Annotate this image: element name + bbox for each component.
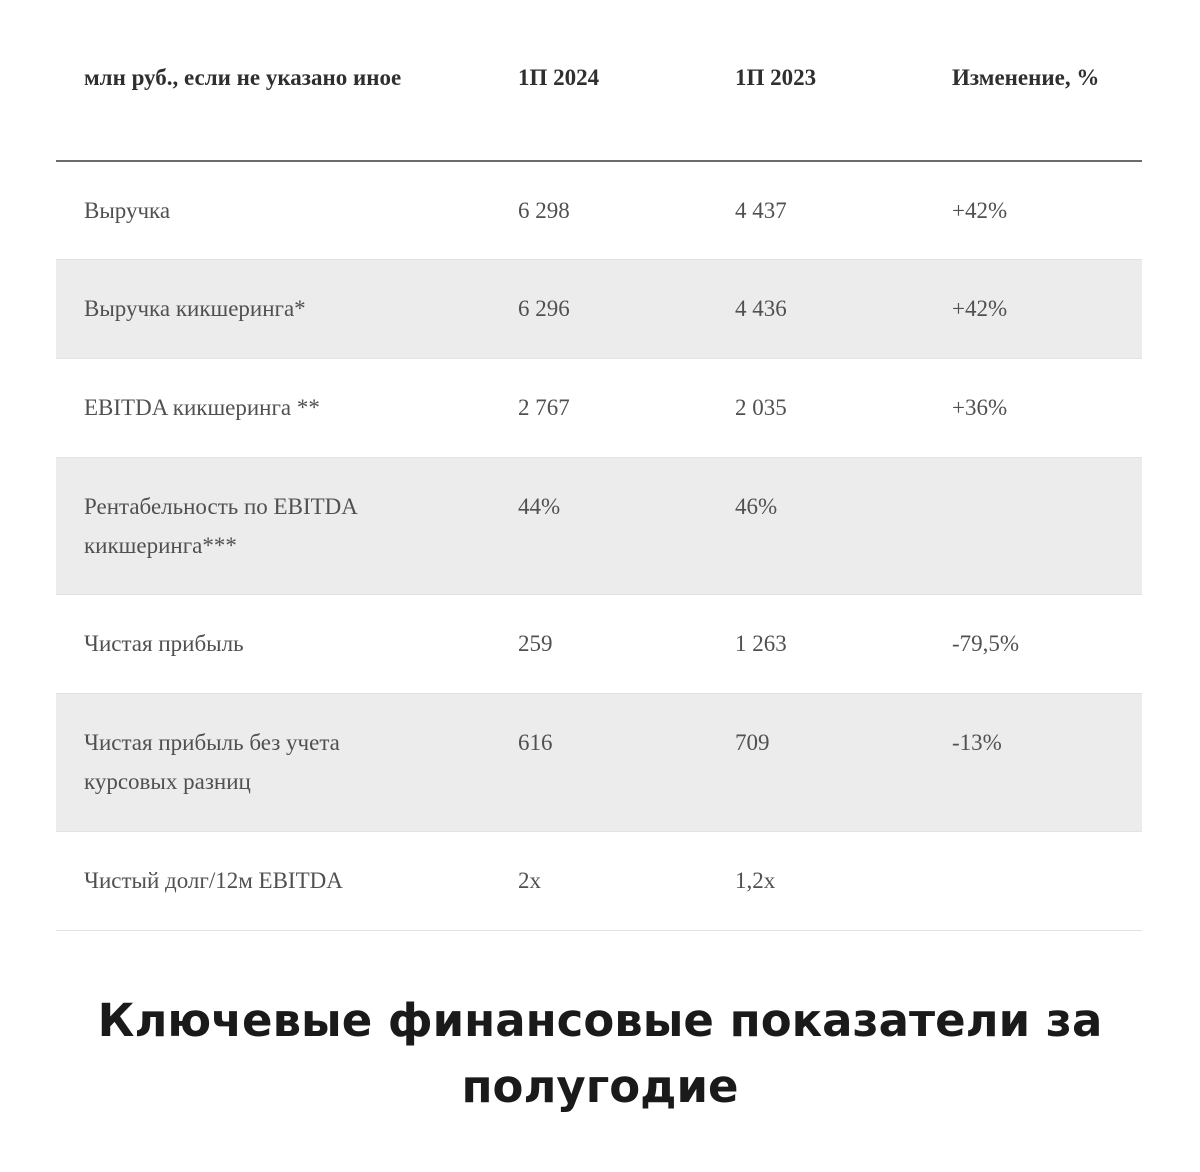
row-label: Выручка кикшеринга* <box>84 296 306 321</box>
table-header-row <box>56 44 1142 162</box>
row-change: +42% <box>952 198 1008 223</box>
header-cell-1h2023: 1П 2023 <box>735 65 817 90</box>
table-row <box>56 595 1142 694</box>
row-value-2023: 1 263 <box>735 631 787 656</box>
row-label: EBITDA кикшеринга ** <box>84 395 320 420</box>
row-label: Чистая прибыль <box>84 631 244 656</box>
row-change <box>952 458 1142 594</box>
row-value-2023: 2 035 <box>735 395 787 420</box>
row-value-2023: 4 436 <box>735 296 787 321</box>
table-row <box>56 359 1142 458</box>
row-change: +36% <box>952 395 1008 420</box>
row-value-2023: 46% <box>735 494 778 519</box>
row-label: Чистый долг/12м EBITDA <box>84 868 343 893</box>
header-cell-units: млн руб., если не указано иное <box>84 65 402 90</box>
row-value-2024: 2 767 <box>518 395 570 420</box>
table-row <box>56 694 1142 832</box>
row-change <box>952 832 1142 930</box>
row-value-2023: 4 437 <box>735 198 787 223</box>
row-value-2023: 1,2x <box>735 868 776 893</box>
row-value-2024: 6 298 <box>518 198 570 223</box>
row-value-2023: 709 <box>735 730 770 755</box>
row-change: +42% <box>952 296 1008 321</box>
table-row <box>56 162 1142 260</box>
row-value-2024: 259 <box>518 631 553 656</box>
row-change: -13% <box>952 730 1002 755</box>
row-label: Чистая прибыль без учета курсовых разниц <box>84 730 340 794</box>
header-cell-1h2024: 1П 2024 <box>518 65 600 90</box>
row-value-2024: 2x <box>518 868 541 893</box>
financial-table <box>56 44 1142 931</box>
row-label: Рентабельность по EBITDA кикшеринга*** <box>84 494 357 558</box>
row-label: Выручка <box>84 198 171 223</box>
row-value-2024: 44% <box>518 494 561 519</box>
header-cell-change: Изменение, % <box>952 65 1100 90</box>
table-row <box>56 260 1142 359</box>
table-row <box>56 458 1142 595</box>
row-value-2024: 616 <box>518 730 553 755</box>
row-change: -79,5% <box>952 631 1020 656</box>
table-caption: Ключевые финансовые показатели за полугодие <box>97 994 1103 1113</box>
row-value-2024: 6 296 <box>518 296 570 321</box>
table-row <box>56 832 1142 931</box>
